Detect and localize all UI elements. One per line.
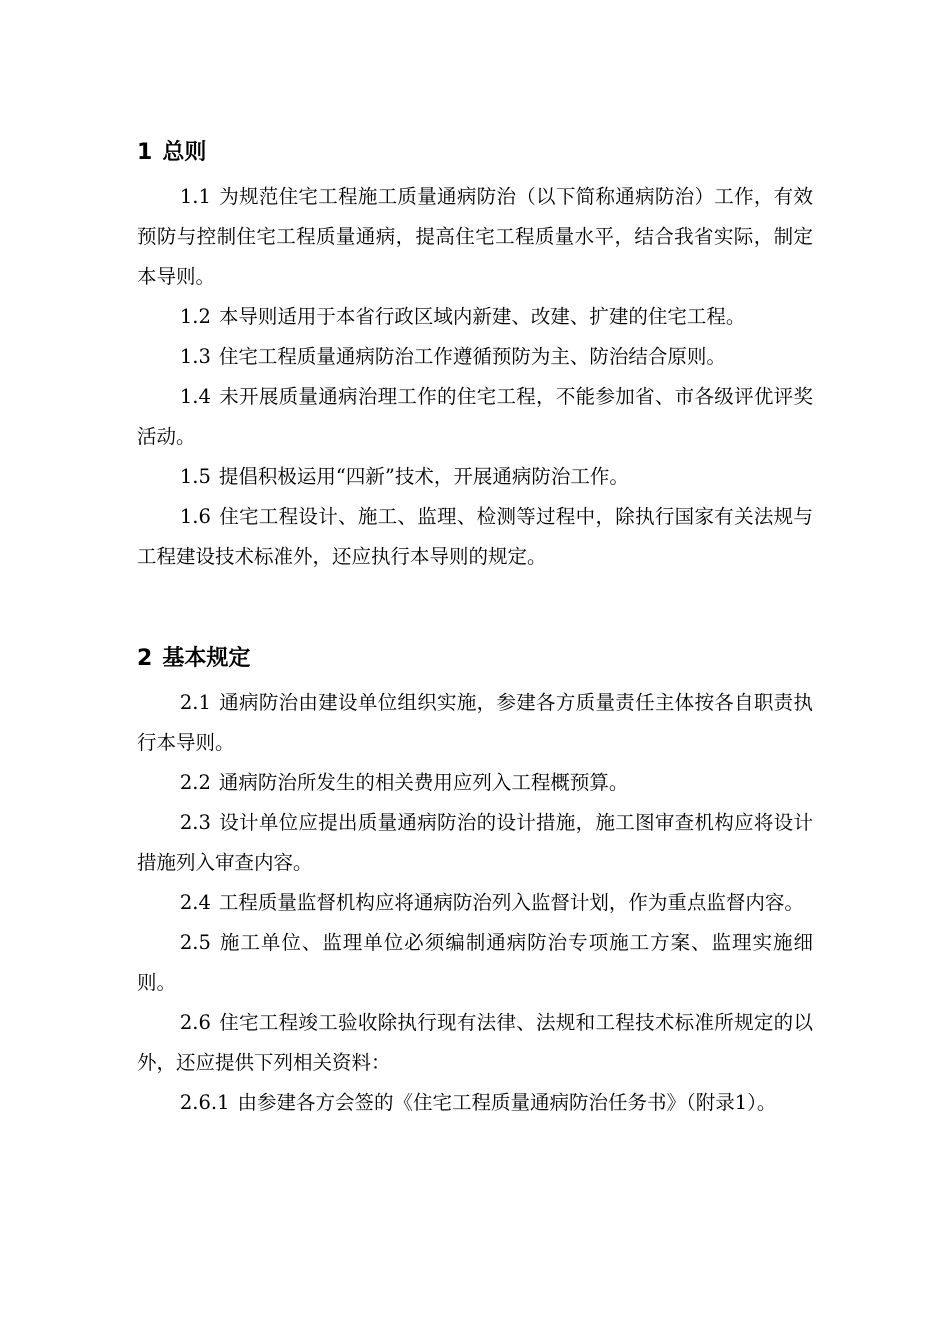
section-heading — [137, 133, 813, 173]
clause-text: 通病防治由建设单位组织实施，参建各方质量责任主体按各自职责执行本导则。 — [137, 691, 813, 754]
clause-paragraph — [137, 497, 813, 577]
section-title: 基本规定 — [162, 646, 251, 671]
clause-number: 2.3 — [179, 811, 211, 834]
clause-text: 通病防治所发生的相关费用应列入工程概预算。 — [218, 771, 629, 794]
clause-paragraph — [137, 683, 813, 763]
clause-number: 1.1 — [179, 185, 211, 208]
clause-paragraph — [137, 457, 813, 497]
section-title: 总则 — [162, 140, 207, 165]
clause-text: 本导则适用于本省行政区域内新建、改建、扩建的住宅工程。 — [218, 305, 746, 328]
clause-number: 1.3 — [179, 345, 211, 368]
section-spacer — [137, 577, 813, 639]
clause-text: 住宅工程质量通病防治工作遵循预防为主、防治结合原则。 — [218, 345, 726, 368]
clause-text: 住宅工程竣工验收除执行现有法律、法规和工程技术标准所规定的以外，还应提供下列相关资料： — [137, 1011, 813, 1074]
clause-paragraph — [137, 1003, 813, 1083]
section-general — [137, 133, 813, 577]
clause-number: 2.4 — [179, 891, 211, 914]
clause-text: 设计单位应提出质量通病防治的设计措施，施工图审查机构应将设计措施列入审查内容。 — [137, 811, 813, 874]
clause-paragraph — [137, 177, 813, 297]
clause-paragraph — [137, 923, 813, 1003]
clause-paragraph — [137, 803, 813, 883]
clause-text: 提倡积极运用“四新”技术，开展通病防治工作。 — [218, 465, 629, 488]
clause-text: 住宅工程设计、施工、监理、检测等过程中，除执行国家有关法规与工程建设技术标准外，还应执行本导则的规定。 — [137, 505, 813, 568]
clause-paragraph — [137, 763, 813, 803]
clause-paragraph — [137, 297, 813, 337]
clause-number: 1.6 — [179, 505, 211, 528]
clause-number: 2.2 — [179, 771, 211, 794]
document-page — [137, 133, 813, 1123]
clause-number: 1.4 — [179, 385, 211, 408]
clause-number: 2.6.1 — [179, 1091, 230, 1114]
clause-number: 2.5 — [179, 931, 211, 954]
clause-number: 1.2 — [179, 305, 211, 328]
section-number: 1 — [137, 140, 153, 165]
clause-paragraph — [137, 337, 813, 377]
clause-paragraph — [137, 377, 813, 457]
clause-paragraph — [137, 1083, 813, 1123]
clause-text: 未开展质量通病治理工作的住宅工程，不能参加省、市各级评优评奖活动。 — [137, 385, 813, 448]
clause-paragraph — [137, 883, 813, 923]
clause-text: 工程质量监督机构应将通病防治列入监督计划，作为重点监督内容。 — [218, 891, 804, 914]
section-heading — [137, 639, 813, 679]
clause-number: 2.1 — [179, 691, 211, 714]
clause-number: 1.5 — [179, 465, 211, 488]
clause-number: 2.6 — [179, 1011, 211, 1034]
section-number: 2 — [137, 646, 153, 671]
clause-text: 为规范住宅工程施工质量通病防治（以下简称通病防治）工作，有效预防与控制住宅工程质量通病，提高住宅工程质量水平，结合我省实际，制定本导则。 — [137, 185, 813, 288]
clause-text: 施工单位、监理单位必须编制通病防治专项施工方案、监理实施细则。 — [137, 931, 813, 994]
section-basic-provisions — [137, 639, 813, 1123]
clause-text: 由参建各方会签的《住宅工程质量通病防治任务书》（附录1）。 — [237, 1091, 777, 1114]
